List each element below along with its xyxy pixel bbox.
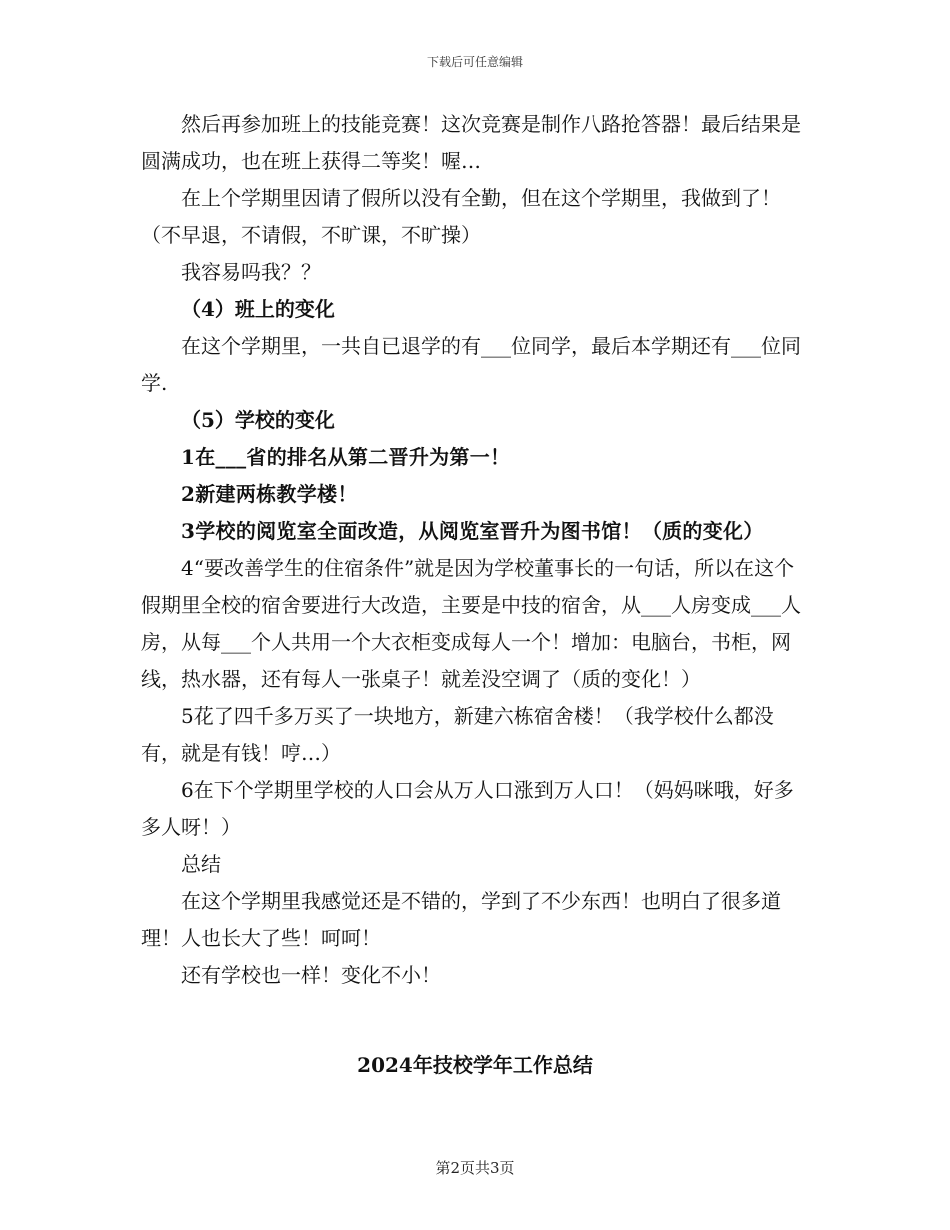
document-body bbox=[141, 106, 811, 994]
paragraph-dropouts: 在这个学期里，一共自已退学的有___位同学，最后本学期还有___位同学. bbox=[141, 334, 801, 395]
list-item-new-buildings: 2新建两栋教学楼！ bbox=[181, 482, 358, 506]
paragraph-dormitory: 4“要改善学生的住宿条件”就是因为学校董事长的一句话，所以在这个假期里全校的宿舍要进行大改造，主要是中技的宿舍，从___人房变成___人房，从每___个人共用一个大衣柜变成每人一个！增加：电脑台，书柜，网线，热水器，还有每人一张桌子！就差没空调了（质的变化！） bbox=[141, 556, 801, 691]
paragraph-easy-question: 我容易吗我？？ bbox=[181, 260, 321, 284]
section-heading-school-changes: （5）学校的变化 bbox=[181, 408, 335, 432]
paragraph-closing: 还有学校也一样！变化不小！ bbox=[181, 963, 441, 987]
paragraph-summary-label: 总结 bbox=[181, 852, 221, 876]
list-item-ranking: 1在___省的排名从第二晋升为第一！ bbox=[181, 445, 511, 469]
paragraph-new-dorms: 5花了四千多万买了一块地方，新建六栋宿舍楼！（我学校什么都没有，就是有钱！哼…） bbox=[141, 704, 774, 765]
paragraph-summary: 在这个学期里我感觉还是不错的，学到了不少东西！也明白了很多道理！人也长大了些！呵呵！ bbox=[141, 889, 781, 950]
page-header: 下载后可任意编辑 bbox=[426, 55, 523, 69]
paragraph-attendance: 在上个学期里因请了假所以没有全勤，但在这个学期里，我做到了！（不早退，不请假，不旷课，不旷操） bbox=[141, 186, 781, 247]
document-title: 2024年技校学年工作总结 bbox=[357, 1053, 593, 1077]
section-heading-class-changes: （4）班上的变化 bbox=[181, 297, 335, 321]
paragraph-skills-contest: 然后再参加班上的技能竞赛！这次竞赛是制作八路抢答器！最后结果是圆满成功，也在班上获得二等奖！喔… bbox=[141, 112, 801, 173]
page-footer: 第2页共3页 bbox=[435, 1159, 515, 1177]
list-item-library: 3学校的阅览室全面改造，从阅览室晋升为图书馆！（质的变化） bbox=[181, 519, 764, 543]
paragraph-population: 6在下个学期里学校的人口会从万人口涨到万人口！（妈妈咪哦，好多多人呀！） bbox=[141, 778, 794, 839]
